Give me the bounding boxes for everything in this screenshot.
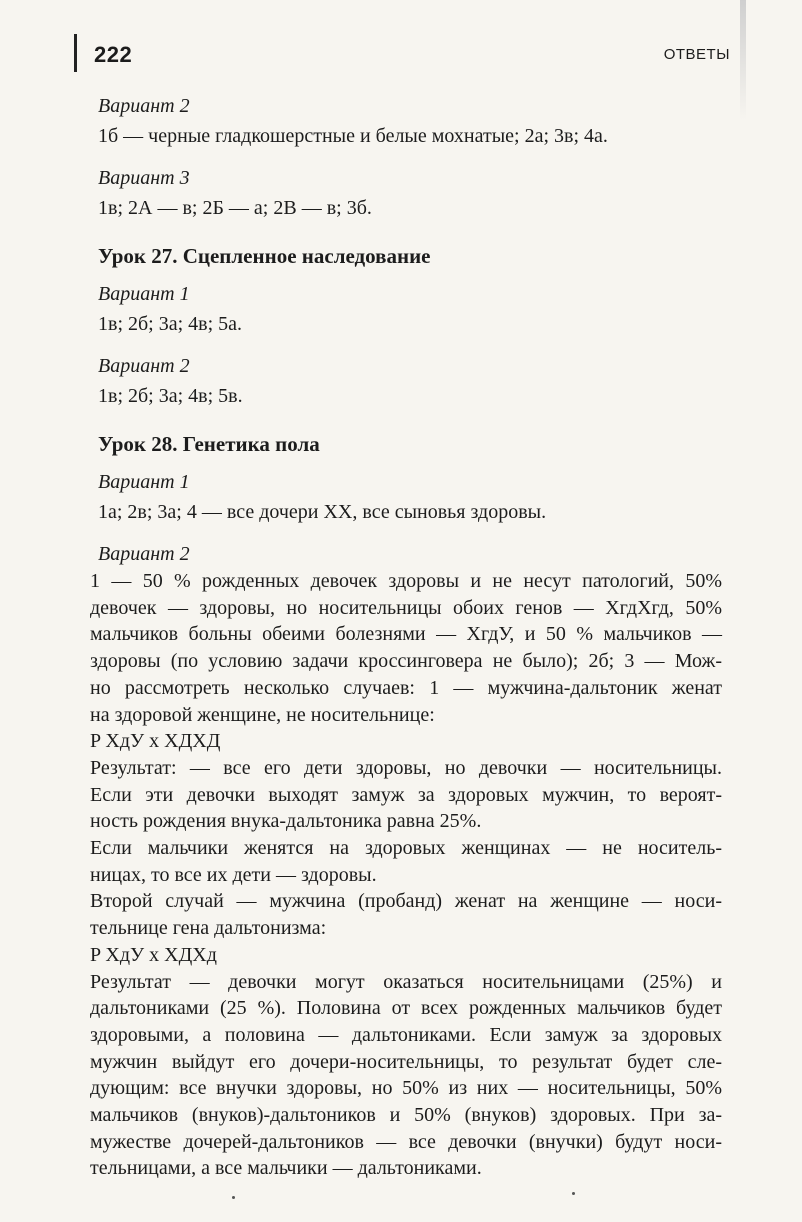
text-line: дальтониками (25 %). Половина от всех рожденных мальчиков будет: [90, 997, 722, 1020]
scan-speck: [232, 1196, 235, 1199]
variant-1-block: [98, 280, 722, 338]
variant-2-block: [98, 352, 722, 410]
variant-answer: 1в; 2А — в; 2Б — а; 2В — в; 3б.: [98, 197, 372, 219]
formula-line: P XдУ x XДXд: [90, 943, 217, 966]
text-line: тельницами, а все мальчики — дальтониками.: [90, 1157, 482, 1180]
text-line: на здоровой женщине, не носительнице:: [90, 703, 435, 726]
variant-label: Вариант 1: [98, 471, 190, 493]
variant-answer: 1в; 2б; 3а; 4в; 5в.: [98, 385, 243, 407]
text-line: Результат: — все его дети здоровы, но девочки — носительницы.: [90, 756, 722, 779]
text-line: Второй случай — мужчина (пробанд) женат на женщине — носи-: [90, 890, 722, 913]
variant-2-body: [90, 568, 722, 1182]
variant-answer: 1б — черные гладкошерстные и белые мохнатые; 2а; 3в; 4а.: [98, 125, 608, 147]
variant-label: Вариант 3: [98, 167, 190, 189]
lesson-27-section: [98, 242, 722, 410]
scan-speck: [572, 1192, 575, 1195]
variant-label: Вариант 2: [98, 355, 190, 377]
variant-2-block: [90, 540, 722, 1182]
text-line: мужестве дочерей-дальтоников — все девочки (внучки) будут носи-: [90, 1130, 722, 1153]
page-header: [74, 32, 730, 72]
variant-answer: 1в; 2б; 3а; 4в; 5а.: [98, 313, 243, 335]
variant-label: Вариант 1: [98, 283, 190, 305]
variant-2-block: [98, 92, 722, 150]
text-line: здоровыми, а половина — дальтониками. Если замуж за здоровых: [90, 1023, 722, 1046]
text-line: мальчиков больны обеими болезнями — XгдУ, и 50 % мальчиков —: [90, 623, 722, 646]
text-line: Если эти девочки выходят замуж за здоровых мужчин, то вероят-: [90, 783, 722, 806]
page-content: [90, 92, 722, 1182]
page-number: 222: [94, 42, 133, 67]
variant-1-block: [98, 468, 722, 526]
page-edge-shadow: [740, 0, 746, 120]
header-rule: [74, 34, 77, 72]
variant-label: Вариант 2: [98, 95, 190, 117]
text-line: мужчин выйдут его дочери-носительницы, то результат будет сле-: [90, 1050, 722, 1073]
text-line: Если мальчики женятся на здоровых женщинах — не носитель-: [90, 837, 722, 860]
text-line: здоровы (по условию задачи кроссинговера не было); 2б; 3 — Мож-: [90, 650, 722, 673]
text-line: мальчиков (внуков)-дальтоников и 50% (внуков) здоровых. При за-: [90, 1104, 722, 1127]
text-line: дующим: все внучки здоровы, но 50% из них — носительницы, 50%: [90, 1077, 722, 1100]
formula-line: P XдУ x XДXД: [90, 730, 221, 753]
text-line: но рассмотреть несколько случаев: 1 — мужчина-дальтоник женат: [90, 676, 722, 699]
running-head: ОТВЕТЫ: [663, 46, 730, 63]
variant-3-block: [98, 164, 722, 222]
text-line: ницах, то все их дети — здоровы.: [90, 863, 377, 886]
text-line: ность рождения внука-дальтоника равна 25%.: [90, 810, 482, 833]
text-line: Результат — девочки могут оказаться носительницами (25%) и: [90, 970, 722, 993]
text-line: девочек — здоровы, но носительницы обоих генов — XгдXгд, 50%: [90, 596, 722, 619]
lesson-heading: Урок 28. Генетика пола: [98, 432, 320, 456]
variant-answer: 1а; 2в; 3а; 4 — все дочери XX, все сыновья здоровы.: [98, 501, 547, 523]
variant-label: Вариант 2: [98, 543, 190, 565]
text-line: 1 — 50 % рожденных девочек здоровы и не несут патологий, 50%: [90, 570, 722, 592]
lesson-heading: Урок 27. Сцепленное наследование: [98, 244, 431, 268]
text-line: тельнице гена дальтонизма:: [90, 917, 327, 940]
lesson-28-section: [90, 430, 722, 1182]
